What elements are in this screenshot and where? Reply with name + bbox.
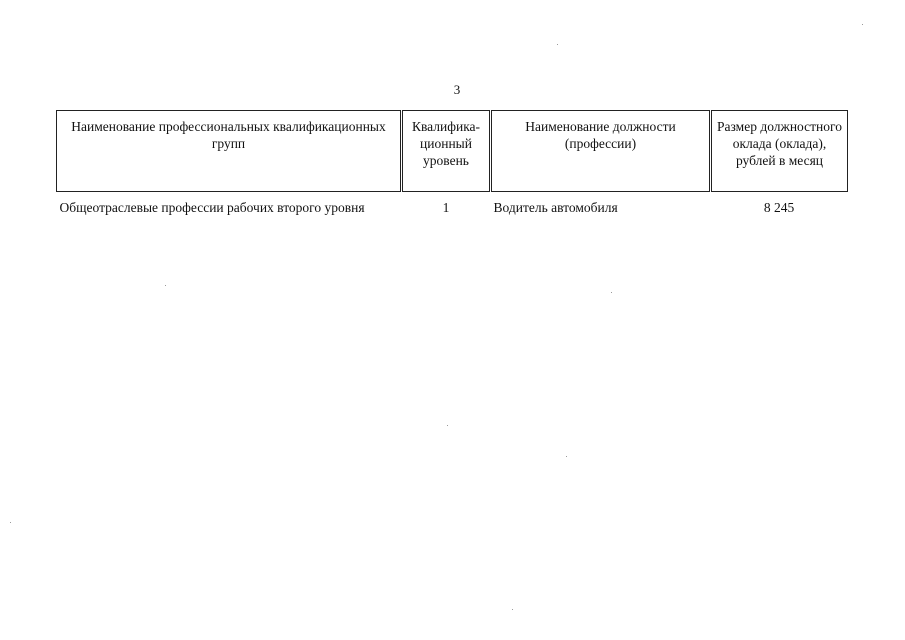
header-row (57, 111, 848, 192)
header-qualification-group: Наименование профессиональных квалификационных групп (57, 111, 402, 192)
header-salary: Размер должностного оклада (оклада), рублей в месяц (711, 111, 848, 192)
page-number: 3 (453, 82, 461, 97)
cell-qualification-group: Общеотраслевые профессии рабочих второго уровня (59, 200, 365, 215)
scan-speck (557, 44, 558, 45)
cell-qualification-level: 1 (442, 200, 450, 215)
scan-speck (512, 609, 513, 610)
scan-speck (447, 425, 448, 426)
header-position-name: Наименование должности (профессии) (491, 111, 711, 192)
scan-speck (10, 522, 11, 523)
scan-speck (862, 24, 863, 25)
table-row (57, 192, 848, 217)
header-qualification-level: Квалифика-ционный уровень (402, 111, 491, 192)
cell-salary: 8 245 (763, 200, 795, 215)
scan-speck (611, 292, 612, 293)
salary-table (56, 110, 848, 216)
scan-speck (566, 456, 567, 457)
table-header (57, 111, 848, 192)
scan-speck (165, 285, 166, 286)
cell-position-name: Водитель автомобиля (493, 200, 618, 215)
